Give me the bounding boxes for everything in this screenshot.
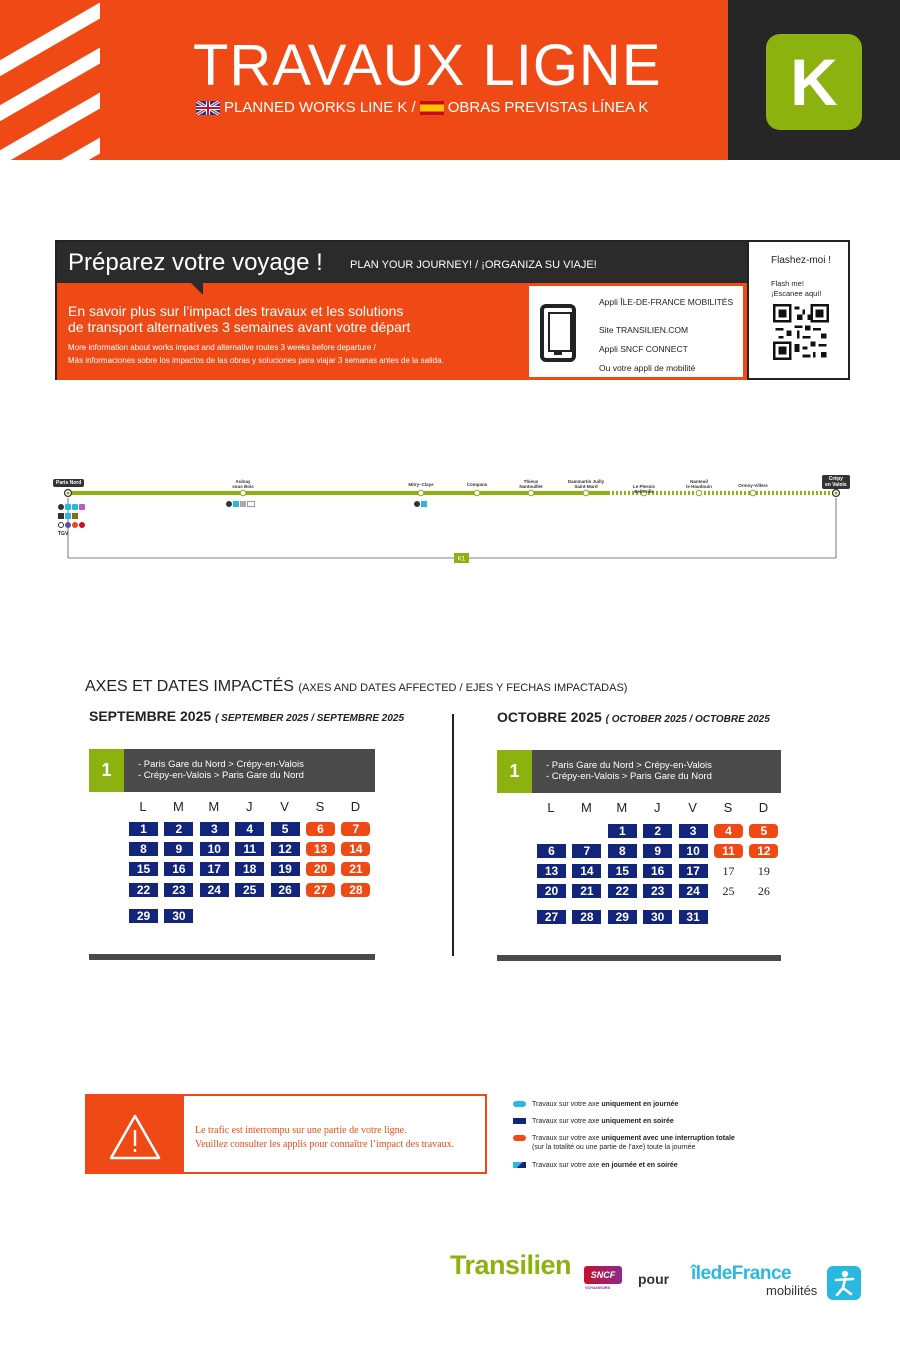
apps-list-box xyxy=(527,284,745,379)
line-k-badge: K xyxy=(766,34,862,130)
idf-mobilites-logo[interactable] xyxy=(691,1264,817,1298)
calendar-day[interactable]: 16 xyxy=(164,862,193,876)
legend-swatch xyxy=(513,1135,526,1141)
calendar-day[interactable]: 14 xyxy=(572,864,601,878)
station-label[interactable] xyxy=(568,479,604,489)
calendar-bottom-bar xyxy=(497,955,781,961)
sncf-logo[interactable] xyxy=(584,1266,622,1284)
month-name: OCTOBRE 2025 xyxy=(497,709,602,725)
calendar-day[interactable]: 3 xyxy=(200,822,229,836)
calendar-day[interactable]: 30 xyxy=(643,910,672,924)
day-of-week-header: L xyxy=(139,799,147,814)
prepare-header xyxy=(57,242,747,283)
month-name-translation: ( OCTOBER 2025 / OCTOBRE 2025 xyxy=(605,714,770,725)
rer-b-icon xyxy=(65,504,71,510)
station-name: Nanteuil xyxy=(690,479,708,484)
station-label[interactable] xyxy=(686,479,712,489)
calendar-day[interactable]: 20 xyxy=(306,862,335,876)
legend-item xyxy=(532,1100,678,1109)
subtitle-en: PLANNED WORKS LINE K / xyxy=(224,99,416,116)
legend-text: Travaux sur votre axe xyxy=(532,1118,602,1125)
station-name-line2: le Haudouin xyxy=(686,484,712,489)
transilien-wordmark: Transilien xyxy=(450,1250,572,1280)
tram-t4-icon xyxy=(247,501,255,507)
calendar-day[interactable]: 14 xyxy=(341,842,370,856)
station-name: Aulnay xyxy=(235,479,251,484)
station-stop[interactable] xyxy=(750,490,756,496)
sncf-wordmark: SNCF xyxy=(590,1270,616,1280)
metro-5-icon xyxy=(72,522,78,528)
spain-flag-icon xyxy=(420,101,444,115)
axis-direction: - Crépy-en-Valois > Paris Gare du Nord xyxy=(546,771,712,782)
station-name: Mitry–Claye xyxy=(408,482,434,487)
header-banner xyxy=(0,0,900,160)
qr-code-icon[interactable] xyxy=(773,304,829,360)
prepare-journey-box xyxy=(55,240,850,380)
rer-e-icon xyxy=(79,504,85,510)
subtitle-es: OBRAS PREVISTAS LÍNEA K xyxy=(447,99,649,116)
calendar-day[interactable]: 12 xyxy=(749,844,778,858)
calendar-day[interactable]: 8 xyxy=(129,842,158,856)
page-title: TRAVAUX LIGNE xyxy=(193,33,662,98)
calendar-day[interactable]: 17 xyxy=(200,862,229,876)
train-icon xyxy=(58,513,64,519)
calendar-day[interactable]: 26 xyxy=(757,884,770,898)
rer-icon xyxy=(414,501,420,507)
flash-title: Flashez-moi ! xyxy=(771,255,832,266)
app-idf-mobilites[interactable]: Appli ÎLE-DE-FRANCE MOBILITÉS xyxy=(599,297,734,307)
rer-icon xyxy=(226,501,232,507)
axes-title-main: AXES ET DATES IMPACTÉS xyxy=(85,678,294,695)
line-h-icon xyxy=(65,513,71,519)
prepare-subtitle: PLAN YOUR JOURNEY! / ¡ORGANIZA SU VIAJE! xyxy=(350,259,597,271)
flash-subtitle xyxy=(771,279,821,299)
legend-emphasis: uniquement en journée xyxy=(601,1101,679,1108)
axis-description xyxy=(546,760,712,782)
calendar-day[interactable]: 16 xyxy=(643,864,672,878)
line-p-icon xyxy=(72,513,78,519)
day-of-week-header: M xyxy=(172,799,184,814)
legend-emphasis: uniquement avec une interruption totale xyxy=(601,1135,735,1142)
calendar-day[interactable]: 6 xyxy=(537,844,566,858)
axes-title xyxy=(85,678,627,696)
calendar-day[interactable]: 11 xyxy=(714,844,743,858)
station-name-line2: sous Bois xyxy=(232,484,254,489)
calendar-day[interactable]: 15 xyxy=(608,864,637,878)
day-of-week-header: S xyxy=(723,800,733,815)
branch-label: K1 xyxy=(457,556,466,563)
legend-item xyxy=(532,1134,735,1152)
calendar-day[interactable]: 26 xyxy=(271,883,300,897)
qr-panel xyxy=(747,242,848,378)
station-label[interactable] xyxy=(633,484,655,494)
station-stop[interactable] xyxy=(583,490,589,496)
calendar-day[interactable]: 7 xyxy=(341,822,370,836)
calendar-day[interactable]: 27 xyxy=(306,883,335,897)
station-label[interactable] xyxy=(467,482,488,487)
calendar-day[interactable]: 25 xyxy=(722,884,735,898)
calendar-day[interactable]: 22 xyxy=(129,883,158,897)
calendar-day[interactable]: 21 xyxy=(341,862,370,876)
calendar-day[interactable]: 4 xyxy=(714,824,743,838)
calendar-day[interactable]: 20 xyxy=(537,884,566,898)
day-of-week-header: D xyxy=(758,800,769,815)
terminus-crepy[interactable] xyxy=(822,475,850,489)
day-of-week-header: M xyxy=(580,800,592,815)
calendar-day[interactable]: 11 xyxy=(235,842,264,856)
warning-line: Veuillez consulter les applis pour connaître l’impact des travaux. xyxy=(195,1139,455,1150)
station-name: Dammartin Juilly xyxy=(567,479,605,484)
calendar-day[interactable]: 2 xyxy=(643,824,672,838)
calendar-day[interactable]: 27 xyxy=(537,910,566,924)
terminus-stop-core xyxy=(835,492,838,495)
metro-icon xyxy=(58,522,64,528)
station-name: Le Plessis xyxy=(632,484,656,489)
terminus-stop-core xyxy=(67,492,70,495)
legend-text: Travaux sur votre axe xyxy=(532,1162,602,1169)
legend-detail: (sur la totalité ou une partie de l’axe) toute la journée xyxy=(532,1144,696,1151)
page-subtitle xyxy=(196,99,648,116)
calendar-day[interactable]: 2 xyxy=(164,822,193,836)
month-title-september xyxy=(89,708,404,724)
calendar-day[interactable]: 17 xyxy=(722,864,735,878)
axis-band-september xyxy=(89,749,375,792)
prepare-small-text xyxy=(68,341,528,367)
calendar-day[interactable]: 30 xyxy=(164,909,193,923)
warning-text xyxy=(195,1124,485,1152)
month-name-translation: ( SEPTEMBER 2025 / SEPTEMBRE 2025 xyxy=(215,713,405,724)
calendar-day[interactable]: 10 xyxy=(200,842,229,856)
idf-mobilites-word: mobilités xyxy=(766,1283,818,1298)
axis-band-october xyxy=(497,750,781,793)
rer-b-icon xyxy=(421,501,427,507)
calendar-day[interactable]: 19 xyxy=(271,862,300,876)
station-label[interactable] xyxy=(738,483,767,488)
legend-emphasis: en journée et en soirée xyxy=(601,1162,678,1169)
calendar-day[interactable]: 28 xyxy=(341,883,370,897)
station-stop[interactable] xyxy=(418,490,424,496)
day-of-week-header: M xyxy=(616,800,628,815)
station-stop[interactable] xyxy=(528,490,534,496)
day-of-week-header: J xyxy=(245,799,253,814)
station-label[interactable] xyxy=(232,479,254,489)
day-of-week-header: D xyxy=(350,799,361,814)
line-map xyxy=(0,470,900,570)
calendar-day[interactable]: 24 xyxy=(200,883,229,897)
calendar-day[interactable]: 6 xyxy=(306,822,335,836)
legend-text: Travaux sur votre axe xyxy=(532,1135,602,1142)
station-label[interactable] xyxy=(408,482,433,487)
prepare-main-line: En savoir plus sur l’impact des travaux et les solutions xyxy=(68,303,404,319)
calendar-day[interactable]: 10 xyxy=(679,844,708,858)
day-of-week-header: L xyxy=(547,800,555,815)
day-of-week-header: S xyxy=(315,799,325,814)
other-mobility-app: Ou votre appli de mobilité xyxy=(599,363,696,373)
prepare-small-line: Más informaciones sobre los impactos de las obras y soluciones para viajar 3 semanas antes de la salida. xyxy=(68,356,444,365)
calendar-day[interactable]: 18 xyxy=(235,862,264,876)
calendar-day[interactable]: 22 xyxy=(608,884,637,898)
station-name-line2: Nantouillet xyxy=(519,484,543,489)
month-title-october xyxy=(497,709,770,725)
calendar-day[interactable]: 24 xyxy=(679,884,708,898)
calendar-day[interactable]: 1 xyxy=(129,822,158,836)
calendar-day[interactable]: 4 xyxy=(235,822,264,836)
calendar-day[interactable]: 23 xyxy=(643,884,672,898)
month-divider xyxy=(452,714,454,956)
station-name-line2: Belleville xyxy=(634,489,654,494)
calendar-day[interactable]: 5 xyxy=(271,822,300,836)
terminus-paris-nord[interactable]: Paris Nord xyxy=(53,479,84,487)
flash-sub-es: ¡Escanee aquí! xyxy=(771,289,822,298)
warning-line: Le trafic est interrompu sur une partie de votre ligne. xyxy=(195,1125,407,1136)
mitry-connection-icons xyxy=(414,501,427,507)
legend-swatch xyxy=(513,1118,526,1124)
sncf-voyageurs: VOYAGEURS xyxy=(585,1285,611,1290)
axis-direction: - Paris Gare du Nord > Crépy-en-Valois xyxy=(138,759,304,770)
calendar-day[interactable]: 3 xyxy=(679,824,708,838)
axes-title-sub: (AXES AND DATES AFFECTED / EJES Y FECHAS IMPACTADAS) xyxy=(298,682,628,694)
day-of-week-header: V xyxy=(280,799,289,814)
terminus-crepy-line1: Crépy xyxy=(828,476,843,482)
prepare-main-line: de transport alternatives 3 semaines avant votre départ xyxy=(68,319,411,335)
axis-number-badge: 1 xyxy=(89,749,124,792)
day-of-week-header: V xyxy=(688,800,697,815)
site-transilien[interactable]: Site TRANSILIEN.COM xyxy=(599,325,689,335)
rer-icon xyxy=(58,504,64,510)
calendar-day[interactable]: 21 xyxy=(572,884,601,898)
calendar-day[interactable]: 23 xyxy=(164,883,193,897)
prepare-small-line: More information about works impact and alternative routes 3 weeks before departure / xyxy=(68,343,376,352)
uk-flag-icon xyxy=(196,101,220,115)
station-name: Ormoy-Villers xyxy=(738,483,768,488)
idf-person-icon xyxy=(827,1266,861,1300)
running-person-icon xyxy=(827,1266,861,1300)
rer-d-icon xyxy=(72,504,78,510)
station-stop[interactable] xyxy=(696,490,702,496)
calendar-day[interactable]: 31 xyxy=(679,910,708,924)
calendar-day[interactable]: 29 xyxy=(608,910,637,924)
calendar-day[interactable]: 1 xyxy=(608,824,637,838)
tgv-label: TGV xyxy=(58,531,69,537)
app-sncf-connect[interactable]: Appli SNCF CONNECT xyxy=(599,344,688,354)
calendar-day[interactable]: 9 xyxy=(164,842,193,856)
axis-direction: - Paris Gare du Nord > Crépy-en-Valois xyxy=(546,760,712,771)
axis-number-badge: 1 xyxy=(497,750,532,793)
tram-icon xyxy=(240,501,246,507)
axis-description xyxy=(138,759,304,781)
legend-item xyxy=(532,1117,674,1126)
prepare-main-text xyxy=(68,303,468,335)
transilien-logo[interactable] xyxy=(450,1250,571,1281)
day-of-week-header: J xyxy=(653,800,661,815)
calendar-bottom-bar xyxy=(89,954,375,960)
calendar-day[interactable]: 17 xyxy=(679,864,708,878)
prepare-title: Préparez votre voyage ! xyxy=(68,249,323,276)
calendar-day[interactable]: 19 xyxy=(757,864,770,878)
axis-direction: - Crépy-en-Valois > Paris Gare du Nord xyxy=(138,770,304,781)
station-name: Compans xyxy=(466,482,488,487)
calendar-day[interactable]: 25 xyxy=(235,883,264,897)
connection-icons xyxy=(58,504,98,554)
legend-swatch xyxy=(513,1162,526,1168)
calendar-day[interactable]: 8 xyxy=(608,844,637,858)
calendar-day[interactable]: 7 xyxy=(572,844,601,858)
terminus-crepy-line2: en Valois xyxy=(825,482,847,488)
station-stop[interactable] xyxy=(240,490,246,496)
speech-notch xyxy=(189,281,203,295)
calendar-day[interactable]: 15 xyxy=(129,862,158,876)
aulnay-connection-icons xyxy=(226,501,255,507)
idf-wordmark: îledeFrance xyxy=(691,1263,792,1284)
smartphone-icon xyxy=(540,304,576,362)
metro-4-icon xyxy=(65,522,71,528)
warning-panel xyxy=(87,1096,184,1172)
month-name: SEPTEMBRE 2025 xyxy=(89,708,212,724)
legend-emphasis: uniquement en soirée xyxy=(601,1118,674,1125)
legend-item xyxy=(532,1161,678,1170)
calendar-day[interactable]: 28 xyxy=(572,910,601,924)
rer-b-icon xyxy=(233,501,239,507)
flash-sub-en: Flash me! xyxy=(771,279,804,288)
legend-swatch xyxy=(513,1101,526,1107)
station-name: Thieux xyxy=(523,479,539,484)
metro-7-icon xyxy=(79,522,85,528)
day-of-week-header: M xyxy=(208,799,220,814)
calendar-day[interactable]: 13 xyxy=(537,864,566,878)
legend-text: Travaux sur votre axe xyxy=(532,1101,602,1108)
calendar-day[interactable]: 29 xyxy=(129,909,158,923)
station-label[interactable] xyxy=(519,479,542,489)
station-name-line2: Saint-Mard xyxy=(574,484,598,489)
calendar-day[interactable]: 9 xyxy=(643,844,672,858)
station-stop[interactable] xyxy=(474,490,480,496)
calendar-day[interactable]: 12 xyxy=(271,842,300,856)
calendar-day[interactable]: 5 xyxy=(749,824,778,838)
pour-label: pour xyxy=(638,1271,670,1287)
calendar-day[interactable]: 13 xyxy=(306,842,335,856)
warning-box xyxy=(85,1094,487,1174)
warning-triangle-icon xyxy=(87,1096,184,1172)
